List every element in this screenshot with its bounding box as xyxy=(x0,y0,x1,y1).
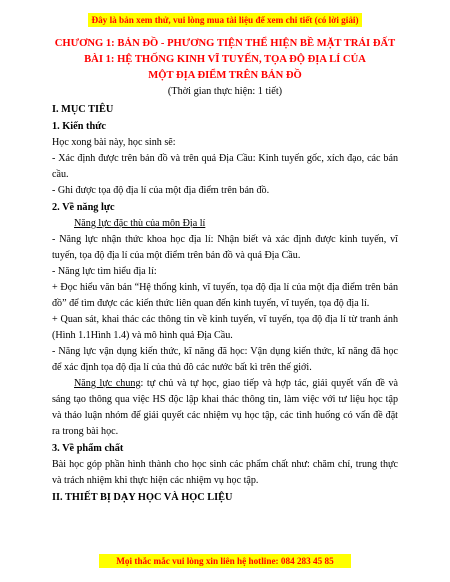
chapter-title: CHƯƠNG 1: BẢN ĐỒ - PHƯƠNG TIỆN THỂ HIỆN BỀ MẶT TRÁI ĐẤT xyxy=(54,38,396,49)
skill-item-1: - Năng lực nhận thức khoa học địa lí: Nhận biết và xác định được kinh tuyến, vĩ tuyến, tọa độ địa lí của một điểm trên bản đồ và quả Địa Cầu. xyxy=(52,234,398,261)
skill-item-2: - Năng lực tìm hiểu địa lí: xyxy=(52,266,157,277)
skill-item-4: + Quan sát, khai thác các thông tin về kinh tuyến, vĩ tuyến, tọa độ địa lí từ tranh ảnh (Hình 1.1Hình 1.4) và mô hình quả Địa Cầu. xyxy=(52,314,398,341)
section-heading-equipment: II. THIẾT BỊ DẠY HỌC VÀ HỌC LIỆU xyxy=(52,492,233,503)
knowledge-item-2: - Ghi được tọa độ địa lí của một địa điểm trên bản đồ. xyxy=(52,185,270,196)
general-skills-text: : tự chủ và tự học, giao tiếp và hợp tác, giải quyết vấn đề và sáng tạo thông qua việc HS độc lập khai thác thông tin, làm việc với tư liệu học tập và thảo luận nhóm để giải quyết các nhiệm vụ học tập, các tình huống có vấn đề đặt ra trong bài học. xyxy=(52,378,398,437)
lesson-title-line-1: BÀI 1: HỆ THỐNG KINH VĨ TUYẾN, TỌA ĐỘ ĐỊA LÍ CỦA xyxy=(84,54,366,65)
general-skills-paragraph xyxy=(52,376,398,440)
heading-skills: 2. Về năng lực xyxy=(52,202,115,213)
section-heading-objectives: I. MỤC TIÊU xyxy=(52,104,114,115)
qualities-text: Bài học góp phần hình thành cho học sinh các phẩm chất như: chăm chỉ, trung thực và trách nhiệm khi thực hiện các nhiệm vụ học tập. xyxy=(52,459,398,486)
preview-notice-banner: Đây là bản xem thử, vui lòng mua tài liệu để xem chi tiết (có lời giải) xyxy=(88,13,362,27)
skill-item-5: - Năng lực vận dụng kiến thức, kĩ năng đã học: Vận dụng kiến thức, kĩ năng đã học để xác định tọa độ địa lí của thủ đô các nước bất kì trên thế giới. xyxy=(52,346,398,373)
document-page xyxy=(52,36,398,506)
heading-knowledge: 1. Kiến thức xyxy=(52,121,106,132)
hotline-banner: Mọi thắc mắc vui lòng xin liên hệ hotline: 084 283 45 85 xyxy=(99,554,351,568)
duration-subtitle: (Thời gian thực hiện: 1 tiết) xyxy=(167,86,283,97)
heading-qualities: 3. Về phẩm chất xyxy=(52,443,124,454)
specific-skills-label: Năng lực đặc thù của môn Địa lí xyxy=(74,218,206,229)
general-skills-label: Năng lực chung xyxy=(74,378,141,389)
knowledge-intro: Học xong bài này, học sinh sẽ: xyxy=(52,137,176,148)
lesson-title-line-2: MỘT ĐỊA ĐIỂM TRÊN BẢN ĐỒ xyxy=(148,70,302,81)
knowledge-item-1: - Xác định được trên bản đồ và trên quả Địa Cầu: Kinh tuyến gốc, xích đạo, các bán cầu. xyxy=(52,153,398,180)
specific-skills-heading xyxy=(52,216,398,232)
skill-item-3: + Đọc hiểu văn bản “Hệ thống kinh, vĩ tuyến, tọa độ địa lí của một địa điểm trên bản đồ” để tìm được các kiến thức liên quan đến kinh tuyến, vĩ tuyến, tọa độ địa lí. xyxy=(52,282,398,309)
